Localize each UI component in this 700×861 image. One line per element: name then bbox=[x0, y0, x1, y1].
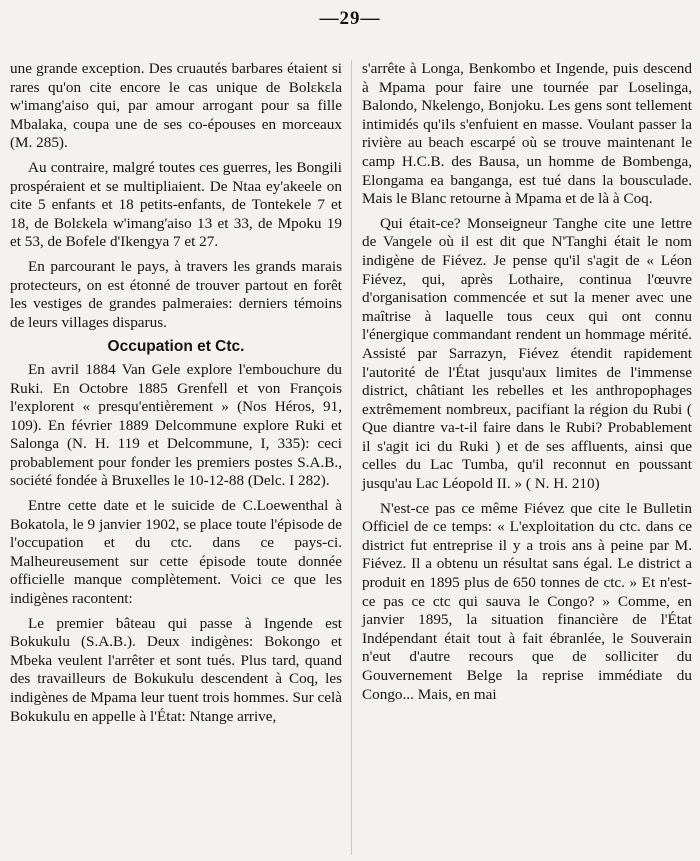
paragraph: N'est-ce pas ce même Fiévez que cite le Bulletin Officiel de ce temps: « L'exploitation du ctc. dans ce district fut entreprise il y a trois ans à peine par M. Fiévez. Il a obtenu un résultat sans égal. Le district a produit en 1895 plus de 650 tonnes de ctc. » Et n'est-ce pas ce ctc qui sauva le Congo? » Comme, en janvier 1895, la situation financière de l'État Indépendant était tout à fait ébranlée, le Souverain n'eut d'autre recours que de solliciter du Gouvernement Belge la reprise immédiate du Congo... Mais, en mai bbox=[362, 499, 692, 703]
paragraph: En parcourant le pays, à travers les grands marais protecteurs, on est étonné de trouver partout en forêt les vestiges de grandes palmeraies: derniers témoins de leurs villages disparus. bbox=[10, 257, 342, 331]
right-column bbox=[362, 60, 692, 704]
column-divider bbox=[351, 60, 352, 855]
paragraph: Entre cette date et le suicide de C.Loewenthal à Bokatola, le 9 janvier 1902, se place toute l'épisode de l'occupation et du ctc. dans ce pays-ci. Malheureusement sur cette épisode toute donnée officielle manque complètement. Voici ce que les indigènes racontent: bbox=[10, 497, 342, 608]
page-number: —29— bbox=[319, 8, 381, 29]
section-heading: Occupation et Ctc. bbox=[107, 338, 245, 356]
paragraph: s'arrête à Longa, Benkombo et Ingende, puis descend à Mpama pour faire une tournée par Loselinga, Balondo, Nkelengo, Bonjoku. Les gens sont tellement intimidés qu'ils s'enfuient en masse. Voulant passer la rivière au beach escarpé où se trouve maintenant le camp H.C.B. des Bausa, un homme de Bombenga, Elongama ea banganga, est tué dans la bousculade. Mais le Blanc retourne à Mpama et de là à Coq. bbox=[362, 60, 692, 208]
paragraph: une grande exception. Des cruautés barbares étaient si rares qu'on cite encore le cas unique de Bolɛkɛla w'imang'aiso qui, par amour arrogant pour sa fille Mbalaka, coupa une de ses co-épouses en morceaux (M. 285). bbox=[10, 60, 342, 152]
left-column bbox=[10, 60, 342, 726]
paragraph: En avril 1884 Van Gele explore l'embouchure du Ruki. En Octobre 1885 Grenfell et von François l'explorent « presqu'entièrement » (Nos Héros, 91, 109). En février 1889 Delcommune explore Ruki et Salonga (N. H. 119 et Delcommune, I, 335): ceci probablement pour fonder les premiers postes S.A.B., société fondée à Bruxelles le 10-12-88 (Delc. I 282). bbox=[10, 360, 342, 490]
paragraph: Le premier bâteau qui passe à Ingende est Bokukulu (S.A.B.). Deux indigènes: Bokongo et Mbeka veulent l'arrêter et sont tués. Plus tard, quand des travailleurs de Bokukulu descendent à Coq, les indigènes de Mpama leur tuent trois hommes. Sur celà Bokukulu en appelle à l'État: Ntange arrive, bbox=[10, 614, 342, 725]
paragraph: Au contraire, malgré toutes ces guerres, les Bongili prospéraient et se multipliaient. De Ntaa ey'akeele on cite 5 enfants et 18 petits-enfants, de Tontekele 7 et 18, de Bolɛkela w'imang'aiso 13 et 33, de Mpoku 19 et 53, de Bofele d'Ikengya 7 et 27. bbox=[10, 158, 342, 251]
paragraph: Qui était-ce? Monseigneur Tanghe cite une lettre de Vangele où il est dit que N'Tanghi était le nom indigène de Fiévez. Je pense qu'il s'agit de « Léon Fiévez, qui, après Lothaire, continua l'œuvre d'organisation commencée et sut la mener avec une maîtrise à laquelle tous ceux qui ont connu l'énergique commandant rendent un hommage mérité. Assisté par Sarrazyn, Fiévez étendit rapidement l'autorité de l'État jusqu'aux limites de l'immense district, châtiant les rebelles et les anthropophages extrêmement nombreux, pacifiant la région du Rubi ( Que diantre va-t-il faire dans le Rubi? Probablement il s'agit ici du Ruki ) et de ses affluents, ainsi que celles du Lac Tumba, qu'il reconnut en poussant jusqu'au Lac Léopold II. » ( N. H. 210) bbox=[362, 214, 692, 493]
